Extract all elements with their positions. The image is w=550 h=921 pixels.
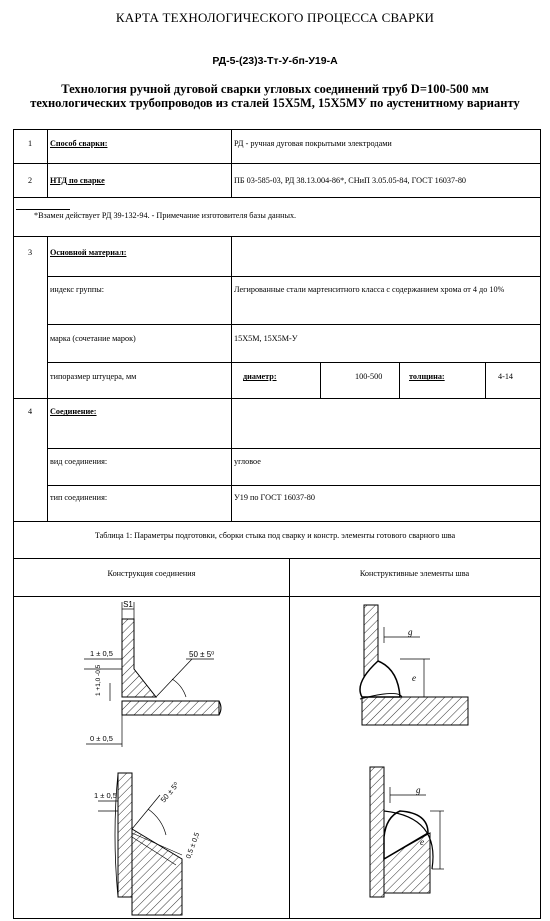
table-caption: Таблица 1: Параметры подготовки, сборки стыка под сварку и констр. элементы готового сварного шва: [94, 531, 456, 540]
diameter-value: 100-500: [355, 372, 383, 381]
grade-value: 15Х5М, 15Х5М-У: [234, 334, 298, 343]
weld-elements-drawing: [290, 597, 540, 918]
e-lower-label: e: [420, 837, 424, 847]
diameter-label: диаметр:: [243, 372, 277, 381]
joint-construction-drawing: [14, 597, 289, 918]
joint-type-value: У19 по ГОСТ 16037-80: [234, 493, 315, 502]
column-header-right: Конструктивные элементы шва: [359, 569, 470, 578]
joint-type-label: тип соединения:: [50, 493, 108, 502]
size-label: типоразмер штуцера, мм: [50, 372, 137, 381]
row-number: 2: [28, 176, 33, 185]
method-value: РД - ручная дуговая покрытыми электродами: [234, 139, 392, 148]
row-number: 3: [28, 248, 33, 257]
grade-label: марка (сочетание марок): [50, 334, 136, 343]
angle-label: 50 ± 5⁰: [189, 650, 215, 659]
thickness-value: 4-14: [498, 372, 514, 381]
joint-kind-value: угловое: [234, 457, 261, 466]
method-label: Способ сварки:: [50, 139, 108, 148]
note-text: *Взамен действует РД 39-132-94. - Примечание изготовителя базы данных.: [34, 211, 297, 220]
gap-label: 1 ± 0,5: [90, 649, 113, 658]
g-lower-label: g: [416, 785, 421, 795]
document-code: РД-5-(23)3-Тт-У-бп-У19-А: [212, 55, 338, 67]
group-label: индекс группы:: [50, 285, 104, 294]
material-label: Основной материал:: [50, 248, 127, 257]
group-value: Легированные стали мартенситного класса с содержанием хрома от 4 до 10%: [234, 285, 505, 294]
bottom-gap-label: 0 ± 0,5: [90, 734, 113, 743]
row-number: 4: [28, 407, 33, 416]
root-label: 1 +1,0 -0,5: [95, 664, 102, 696]
lower-angle-label: 50 ± 5⁰: [158, 780, 181, 805]
s1-label: S1: [123, 600, 133, 609]
document-heading: Технология ручной дуговой сварки угловых соединений труб D=100-500 мм технологических трубопроводов из сталей 15Х5М, 15Х5МУ по аустенитному варианту: [30, 82, 520, 110]
g-label: g: [408, 627, 413, 637]
thickness-label: толщина:: [409, 372, 445, 381]
column-header-left: Конструкция соединения: [107, 569, 196, 578]
row-number: 1: [28, 139, 33, 148]
e-label: e: [412, 673, 416, 683]
lower-side-label: 0,5 ± 0,5: [185, 831, 202, 860]
ntd-label: НТД по сварке: [50, 176, 105, 185]
joint-kind-label: вид соединения:: [50, 457, 108, 466]
ntd-value: ПБ 03-585-03, РД 38.13.004-86*, СНиП 3.05.05-84, ГОСТ 16037-80: [234, 176, 467, 185]
document-title: КАРТА ТЕХНОЛОГИЧЕСКОГО ПРОЦЕССА СВАРКИ: [115, 10, 435, 25]
joint-label: Соединение:: [50, 407, 97, 416]
lower-gap-label: 1 ± 0,5: [94, 791, 117, 800]
